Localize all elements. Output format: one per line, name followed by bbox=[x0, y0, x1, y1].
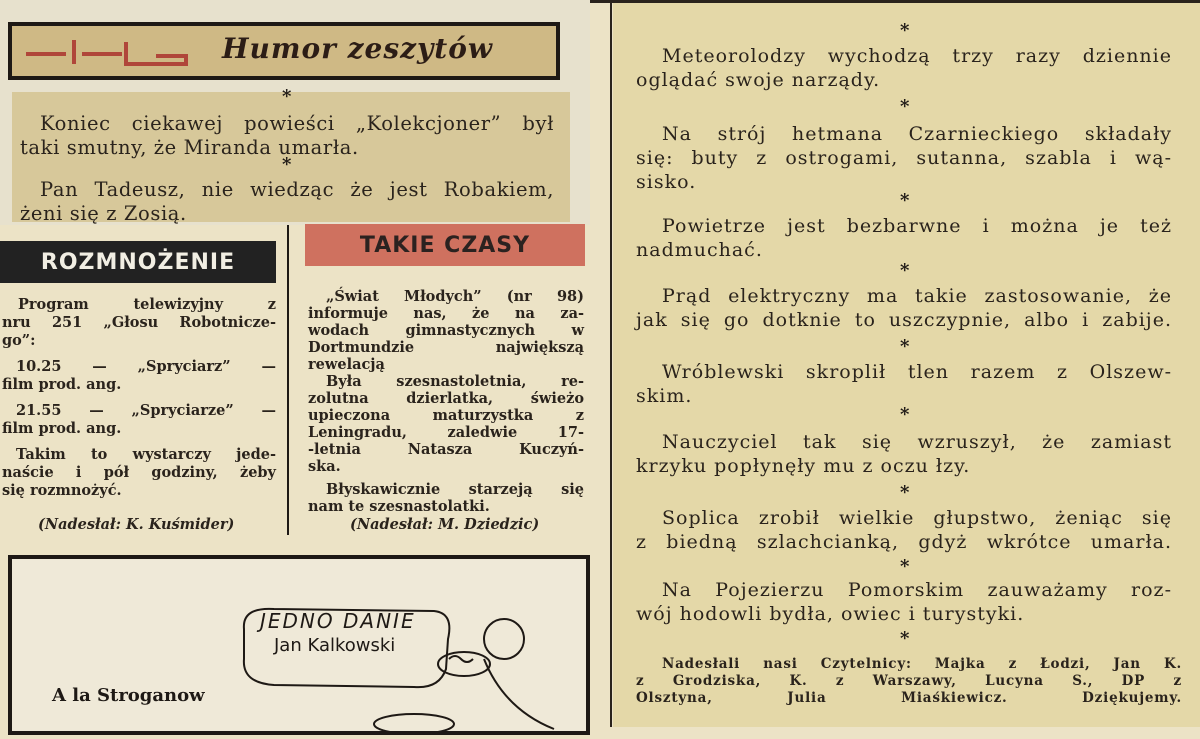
rozmnozenie-line: go”: bbox=[2, 332, 36, 349]
rozmnozenie-heading: ROZMNOŻENIE bbox=[0, 241, 276, 283]
joke-line: z biedną szlachcianką, gdyż wkrótce umarła. bbox=[636, 531, 1172, 553]
star-separator: * bbox=[282, 86, 292, 107]
takie-czasy-heading: TAKIE CZASY bbox=[305, 224, 585, 266]
takie-czasy-line: informuje nas, że na za- bbox=[308, 305, 584, 322]
takie-czasy-line: Błyskawicznie starzeją się bbox=[326, 481, 584, 498]
takie-czasy-line: nam te szesnastolatki. bbox=[308, 498, 490, 515]
star-separator: * bbox=[900, 336, 910, 357]
star-separator: * bbox=[900, 556, 910, 577]
cartoon-author: Jan Kalkowski bbox=[274, 635, 396, 656]
star-separator: * bbox=[900, 628, 910, 649]
star-separator: * bbox=[900, 20, 910, 41]
star-separator: * bbox=[900, 96, 910, 117]
column-divider bbox=[610, 0, 612, 727]
star-separator: * bbox=[900, 404, 910, 425]
star-separator: * bbox=[282, 154, 292, 175]
joke-line: oglądać swoje narządy. bbox=[636, 69, 881, 91]
cartoon-box bbox=[8, 555, 590, 735]
readers-credit-line: z Grodziska, K. z Warszawy, Lucyna S., DP z bbox=[636, 673, 1182, 689]
paragraph-line: żeni się z Zosią. bbox=[20, 202, 187, 225]
joke-line: sisko. bbox=[636, 171, 697, 193]
takie-czasy-line: -letnia Natasza Kuczyń- bbox=[308, 441, 584, 458]
takie-czasy-line: rewelacją bbox=[308, 356, 385, 373]
joke-line: Powietrze jest bezbarwne i można je też bbox=[662, 215, 1172, 237]
joke-line: Soplica zrobił wielkie głupstwo, żeniąc się bbox=[662, 507, 1172, 529]
takie-czasy-line: ska. bbox=[308, 458, 341, 475]
joke-line: Na strój hetmana Czarnieckiego składały bbox=[662, 123, 1172, 145]
rozmnozenie-line: naście i pół godziny, żeby bbox=[2, 464, 276, 481]
star-separator: * bbox=[900, 260, 910, 281]
rozmnozenie-line: Takim to wystarczy jede- bbox=[16, 446, 276, 463]
joke-line: się: buty z ostrogami, sutanna, szabla i wą- bbox=[636, 147, 1172, 169]
star-separator: * bbox=[900, 482, 910, 503]
takie-czasy-line: wodach gimnastycznych w bbox=[308, 322, 584, 339]
paragraph-line: Pan Tadeusz, nie wiedząc że jest Robakiem, bbox=[40, 178, 554, 201]
cartoon-caption: A la Stroganow bbox=[52, 685, 205, 706]
page-title: Humor zeszytów bbox=[222, 32, 493, 65]
rozmnozenie-line: 21.55 — „Spryciarze” — bbox=[16, 402, 276, 419]
rozmnozenie-line: Program telewizyjny z bbox=[18, 296, 276, 313]
takie-czasy-credit: (Nadesłał: M. Dziedzic) bbox=[350, 516, 540, 533]
takie-czasy-line: Dortmundzie największą bbox=[308, 339, 584, 356]
joke-line: jak się go dotknie to uszczypnie, albo i zabije. bbox=[636, 309, 1172, 331]
joke-line: Na Pojezierzu Pomorskim zauważamy roz- bbox=[662, 579, 1172, 601]
joke-line: Nauczyciel tak się wzruszył, że zamiast bbox=[662, 431, 1172, 453]
column-divider bbox=[287, 225, 289, 535]
joke-line: Prąd elektryczny ma takie zastosowanie, że bbox=[662, 285, 1172, 307]
readers-credit-line: Olsztyna, Julia Miaśkiewicz. Dziękujemy. bbox=[636, 690, 1182, 706]
paragraph-line: taki smutny, że Miranda umarła. bbox=[20, 136, 359, 159]
takie-czasy-line: „Świat Młodych” (nr 98) bbox=[326, 288, 584, 305]
joke-line: nadmuchać. bbox=[636, 239, 763, 261]
rozmnozenie-line: film prod. ang. bbox=[2, 420, 122, 437]
takie-czasy-line: Leningradu, zaledwie 17- bbox=[308, 424, 584, 441]
takie-czasy-line: upieczona maturzystka z bbox=[308, 407, 584, 424]
rozmnozenie-line: nru 251 „Głosu Robotnicze- bbox=[2, 314, 276, 331]
takie-czasy-line: zolutna dzierlatka, świeżo bbox=[308, 390, 584, 407]
takie-czasy-line: Była szesnastoletnia, re- bbox=[326, 373, 584, 390]
joke-line: wój hodowli bydła, owiec i turystyki. bbox=[636, 603, 1025, 625]
rozmnozenie-credit: (Nadesłał: K. Kuśmider) bbox=[38, 516, 235, 533]
rozmnozenie-line: się rozmnożyć. bbox=[2, 482, 122, 499]
joke-line: skim. bbox=[636, 385, 693, 407]
rozmnozenie-line: film prod. ang. bbox=[2, 376, 122, 393]
readers-credit-line: Nadesłali nasi Czytelnicy: Majka z Łodzi, Jan K. bbox=[662, 656, 1182, 672]
paragraph-line: Koniec ciekawej powieści „Kolekcjoner” był bbox=[40, 112, 554, 135]
joke-line: Meteorolodzy wychodzą trzy razy dziennie bbox=[662, 45, 1172, 67]
joke-line: krzyku popłynęły mu z oczu łzy. bbox=[636, 455, 971, 477]
pen-nib-icon bbox=[26, 34, 196, 70]
humor-header-box bbox=[8, 22, 560, 80]
star-separator: * bbox=[900, 190, 910, 211]
rozmnozenie-line: 10.25 — „Spryciarz” — bbox=[16, 358, 276, 375]
joke-line: Wróblewski skroplił tlen razem z Olszew- bbox=[662, 361, 1172, 383]
cartoon-title: JEDNO DANIE bbox=[260, 609, 416, 633]
